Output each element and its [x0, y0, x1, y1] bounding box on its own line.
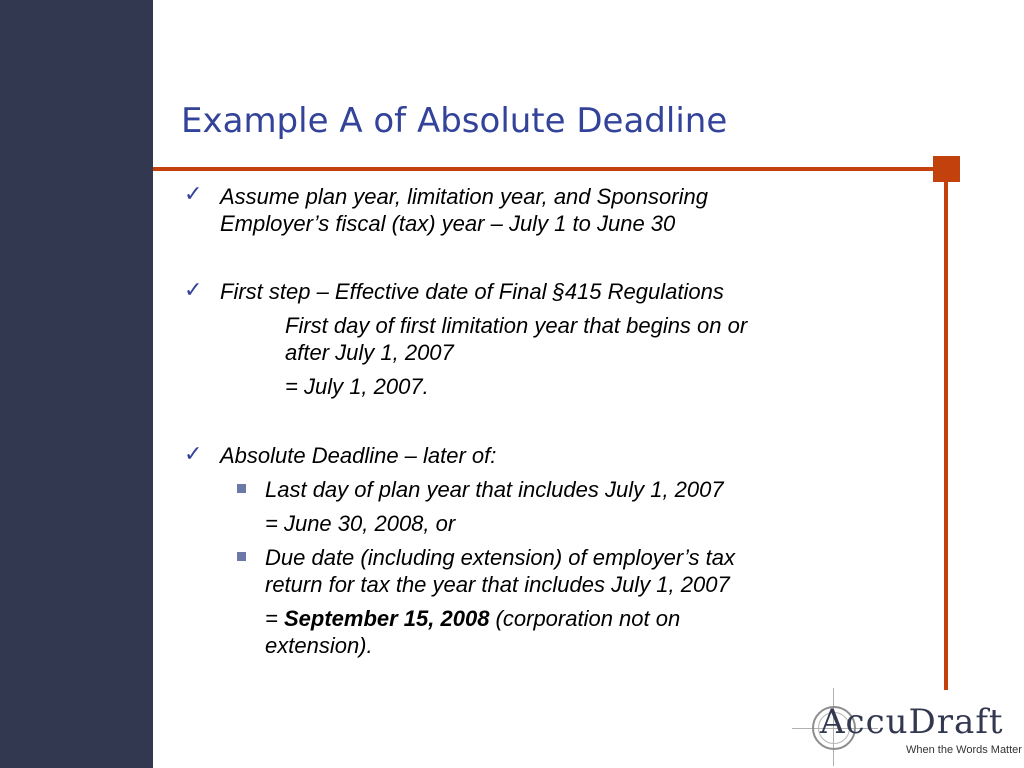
- bullet-3-line-1: Absolute Deadline – later of:: [220, 443, 497, 468]
- sub-bullet-2-prefix: =: [265, 606, 284, 631]
- sub-bullet-2-line-4: extension).: [265, 633, 373, 658]
- sub-bullet-1-line-1: Last day of plan year that includes July 1, 2007: [265, 477, 724, 502]
- bullet-2-detail-2: after July 1, 2007: [285, 340, 454, 365]
- bullet-1-line-1: Assume plan year, limitation year, and Sponsoring: [220, 184, 708, 209]
- accudraft-logo: [790, 686, 1024, 768]
- checkmark-icon: ✓: [184, 277, 203, 302]
- sub-bullet-2-suffix: (corporation not on: [489, 606, 681, 631]
- sub-bullet-2-line-2: return for tax the year that includes July 1, 2007: [265, 572, 730, 597]
- vertical-rule: [944, 180, 948, 690]
- title-underline-rule: [153, 167, 941, 171]
- bullet-1-line-2: Employer’s fiscal (tax) year – July 1 to June 30: [220, 211, 676, 236]
- sidebar-band: [0, 0, 153, 768]
- logo-wordmark: AccuDraft: [820, 702, 1004, 742]
- sub-bullet-1-line-2: = June 30, 2008, or: [265, 511, 456, 536]
- bullet-2-detail-3: = July 1, 2007.: [285, 374, 429, 399]
- bullet-2-detail-1: First day of first limitation year that begins on or: [285, 313, 748, 338]
- checkmark-icon: ✓: [184, 441, 203, 466]
- logo-tagline: When the Words Matter: [906, 744, 1022, 756]
- checkmark-icon: ✓: [184, 181, 203, 206]
- bullet-2-line-1: First step – Effective date of Final §415 Regulations: [220, 279, 724, 304]
- sub-bullet-2-line-3: [265, 606, 680, 632]
- slide-title: Example A of Absolute Deadline: [181, 101, 728, 141]
- square-bullet-icon: [237, 484, 246, 493]
- sub-bullet-2-line-1: Due date (including extension) of employer’s tax: [265, 545, 736, 570]
- rule-corner-square: [933, 156, 960, 182]
- deadline-date: September 15, 2008: [283, 606, 490, 631]
- square-bullet-icon: [237, 552, 246, 561]
